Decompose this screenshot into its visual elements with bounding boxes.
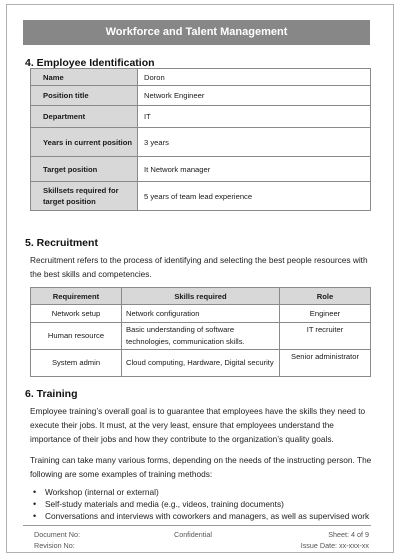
footer-issue-date: Issue Date: xx-xxx-xx (300, 541, 369, 550)
list-item-text: Conversations and interviews with coworkers and managers, as well as supervised work (45, 511, 370, 521)
row-key: Position title (31, 86, 138, 106)
recruitment-intro: Recruitment refers to the process of identifying and selecting the best people resources with the best skills and competencies. (30, 255, 368, 279)
table-cell: Senior administrator (280, 350, 371, 377)
table-row (31, 350, 371, 377)
list-item (33, 499, 378, 509)
table-row (31, 305, 371, 323)
row-key: Skillsets required for target position (31, 182, 138, 211)
document-banner: Workforce and Talent Management (23, 20, 370, 45)
table-row (31, 69, 371, 86)
table-row (31, 157, 371, 182)
section-heading-employee-identification: 4. Employee Identification (25, 57, 155, 69)
table-cell: Engineer (280, 305, 371, 323)
table-row (31, 106, 371, 128)
footer-sheet: Sheet: 4 of 9 (328, 530, 369, 539)
employee-identification-table (30, 68, 371, 211)
list-item-text: Self-study materials and media (e.g., videos, training documents) (45, 499, 284, 509)
table-cell: IT recruiter (280, 323, 371, 350)
table-header-row (31, 288, 371, 305)
row-value: 5 years of team lead experience (138, 182, 371, 211)
footer-revision-no: Revision No: (34, 541, 75, 550)
row-key: Department (31, 106, 138, 128)
table-cell: System admin (31, 350, 122, 377)
table-cell: Basic understanding of software technologies, communication skills. (122, 323, 280, 350)
bullet-icon: • (33, 511, 37, 521)
bullet-icon: • (33, 499, 37, 509)
list-item (33, 487, 378, 497)
list-item (33, 511, 378, 521)
row-value: Doron (138, 69, 371, 86)
row-value: IT (138, 106, 371, 128)
training-paragraph-1: Employee training’s overall goal is to guarantee that employees have the skills they need to execute their jobs. It must, at the very least, ensure that employees understand the importance of their jobs and how they contribute to the organization’s quality goals. (30, 406, 366, 444)
table-cell: Network configuration (122, 305, 280, 323)
row-value: It Network manager (138, 157, 371, 182)
table-row (31, 86, 371, 106)
column-header: Role (280, 288, 371, 305)
footer-document-no: Document No: (34, 530, 80, 539)
row-value: 3 years (138, 128, 371, 157)
recruitment-table (30, 287, 371, 377)
bullet-icon: • (33, 487, 37, 497)
table-cell: Human resource (31, 323, 122, 350)
footer-confidential: Confidential (174, 530, 212, 539)
row-value: Network Engineer (138, 86, 371, 106)
row-key: Years in current position (31, 128, 138, 157)
row-key: Target position (31, 157, 138, 182)
table-cell: Network setup (31, 305, 122, 323)
table-row (31, 182, 371, 211)
section-heading-recruitment: 5. Recruitment (25, 237, 98, 249)
table-cell: Cloud computing, Hardware, Digital security (122, 350, 280, 377)
list-item-text: Workshop (internal or external) (45, 487, 159, 497)
table-row (31, 323, 371, 350)
footer-divider (23, 525, 371, 526)
column-header: Requirement (31, 288, 122, 305)
row-key: Name (31, 69, 138, 86)
table-row (31, 128, 371, 157)
training-paragraph-2: Training can take many various forms, depending on the needs of the instructing person. The following are some examples of training methods: (30, 455, 372, 479)
column-header: Skills required (122, 288, 280, 305)
section-heading-training: 6. Training (25, 388, 78, 400)
